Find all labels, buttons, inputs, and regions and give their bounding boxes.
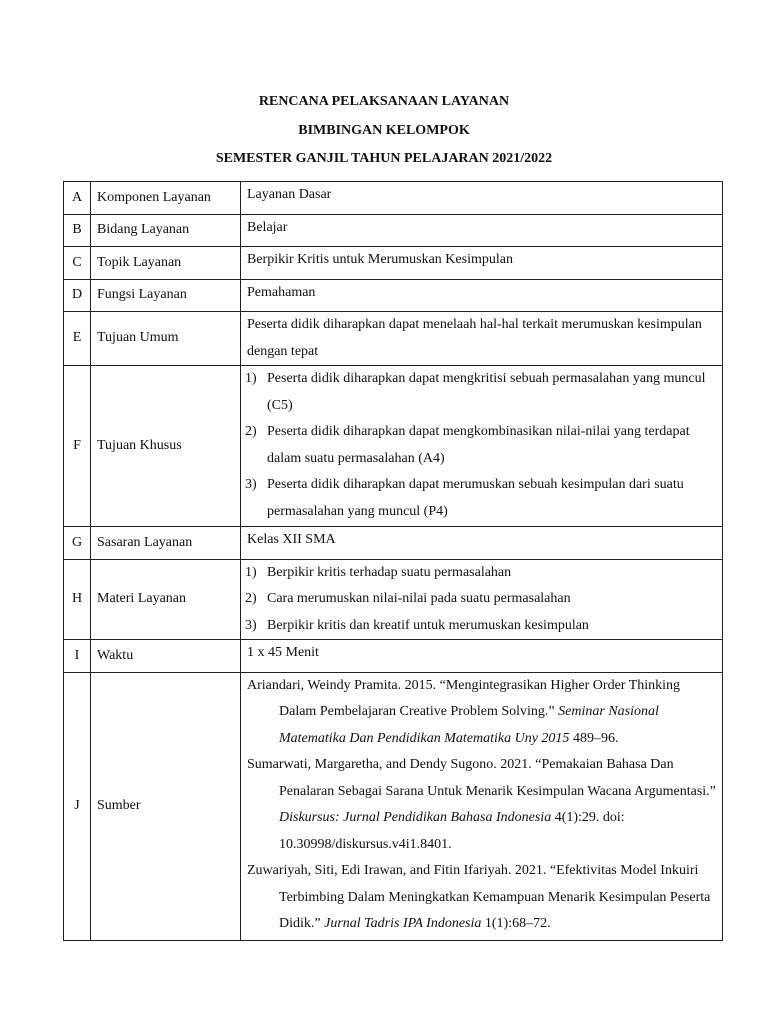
table-row-komponen-layanan (64, 182, 723, 215)
row-value: Layanan Dasar (241, 182, 723, 215)
row-value-list (241, 559, 723, 640)
row-label: Waktu (91, 640, 241, 673)
row-value: Kelas XII SMA (241, 527, 723, 560)
list-item-text: Cara merumuskan nilai-nilai pada suatu permasalahan (267, 591, 571, 606)
reference-source: Diskursus: Jurnal Pendidikan Bahasa Indonesia (279, 810, 552, 825)
list-item (247, 586, 716, 613)
table-row-bidang-layanan (64, 214, 723, 247)
list-item (247, 560, 716, 587)
list-item-number: 2) (245, 591, 257, 606)
list-item-number: 3) (245, 617, 257, 633)
table-row-tujuan-umum (64, 312, 723, 366)
row-code: F (64, 366, 91, 527)
row-code: J (64, 672, 91, 940)
row-label: Materi Layanan (91, 559, 241, 640)
row-label: Sasaran Layanan (91, 527, 241, 560)
row-code: C (64, 247, 91, 280)
row-code: H (64, 559, 91, 640)
row-code: I (64, 640, 91, 673)
document-title-line-1: RENCANA PELAKSANAAN LAYANAN (258, 94, 510, 109)
reference-pages: 4(1):29. doi: 10.30998/diskursus.v4i1.8401. (279, 810, 625, 852)
row-label: Bidang Layanan (91, 214, 241, 247)
reference-pages: 489–96. (572, 730, 619, 746)
table-row-sumber (64, 672, 723, 940)
reference-entry (247, 673, 716, 753)
row-value: Belajar (241, 214, 723, 247)
reference-entry (247, 858, 716, 938)
reference-entry (247, 752, 716, 858)
list-item-number: 1) (245, 371, 257, 386)
materi-layanan-list (247, 560, 716, 640)
row-code: D (64, 279, 91, 312)
list-item (247, 366, 716, 419)
row-value-list (241, 366, 723, 527)
reference-pages: 1(1):68–72. (484, 916, 551, 931)
row-value: Peserta didik diharapkan dapat menelaah hal-hal terkait merumuskan kesimpulan dengan tepat (241, 312, 723, 366)
list-item-number: 2) (245, 424, 257, 439)
list-item-text: Peserta didik diharapkan dapat mengkritisi sebuah permasalahan yang muncul (C5) (267, 371, 706, 413)
list-item-text: Peserta didik diharapkan dapat mengkombinasikan nilai-nilai yang terdapat dalam suatu permasalahan (A4) (267, 424, 690, 466)
reference-text: Ariandari, Weindy Pramita. 2015. “Mengintegrasikan Higher Order Thinking Dalam Pembelajaran Creative Problem Solving.” (247, 677, 681, 719)
document-title-line-3: SEMESTER GANJIL TAHUN PELAJARAN 2021/2022 (215, 151, 553, 166)
list-item-text: Peserta didik diharapkan dapat merumuskan sebuah kesimpulan dari suatu permasalahan yang muncul (P4) (267, 477, 684, 519)
tujuan-khusus-list (247, 366, 716, 525)
row-label: Komponen Layanan (91, 182, 241, 215)
row-value: Berpikir Kritis untuk Merumuskan Kesimpulan (241, 247, 723, 280)
document-title-line-2: BIMBINGAN KELOMPOK (298, 123, 470, 138)
table-row-materi-layanan (64, 559, 723, 640)
list-item-number: 1) (245, 564, 257, 580)
rpl-table (63, 181, 723, 941)
row-code: B (64, 214, 91, 247)
reference-text: Zuwariyah, Siti, Edi Irawan, and Fitin Ifariyah. 2021. “Efektivitas Model Inkuiri Terbimbing Dalam Meningkatkan Kemampuan Menarik Kesimpulan Peserta Didik.” (247, 863, 711, 931)
list-item (247, 472, 716, 525)
row-value: Pemahaman (241, 279, 723, 312)
row-value: 1 x 45 Menit (241, 640, 723, 673)
row-label: Tujuan Khusus (91, 366, 241, 527)
list-item (247, 613, 716, 640)
table-row-sasaran-layanan (64, 527, 723, 560)
reference-text: Sumarwati, Margaretha, and Dendy Sugono. 2021. “Pemakaian Bahasa Dan Penalaran Sebagai Sarana Untuk Menarik Kesimpulan Wacana Argumentasi.” (247, 757, 716, 799)
table-row-topik-layanan (64, 247, 723, 280)
list-item-text: Berpikir kritis dan kreatif untuk merumuskan kesimpulan (267, 617, 589, 633)
table-row-tujuan-khusus (64, 366, 723, 527)
reference-source: Seminar Nasional Matematika Dan Pendidikan Matematika Uny 2015 (279, 704, 659, 746)
list-item-text: Berpikir kritis terhadap suatu permasalahan (267, 564, 512, 580)
row-code: G (64, 527, 91, 560)
row-label: Topik Layanan (91, 247, 241, 280)
row-label: Tujuan Umum (91, 312, 241, 366)
list-item-number: 3) (245, 477, 257, 492)
row-code: E (64, 312, 91, 366)
list-item (247, 419, 716, 472)
table-row-fungsi-layanan (64, 279, 723, 312)
references-cell (241, 672, 723, 940)
row-code: A (64, 182, 91, 215)
table-row-waktu (64, 640, 723, 673)
row-label: Sumber (91, 672, 241, 940)
row-label: Fungsi Layanan (91, 279, 241, 312)
reference-source: Jurnal Tadris IPA Indonesia (324, 916, 482, 931)
